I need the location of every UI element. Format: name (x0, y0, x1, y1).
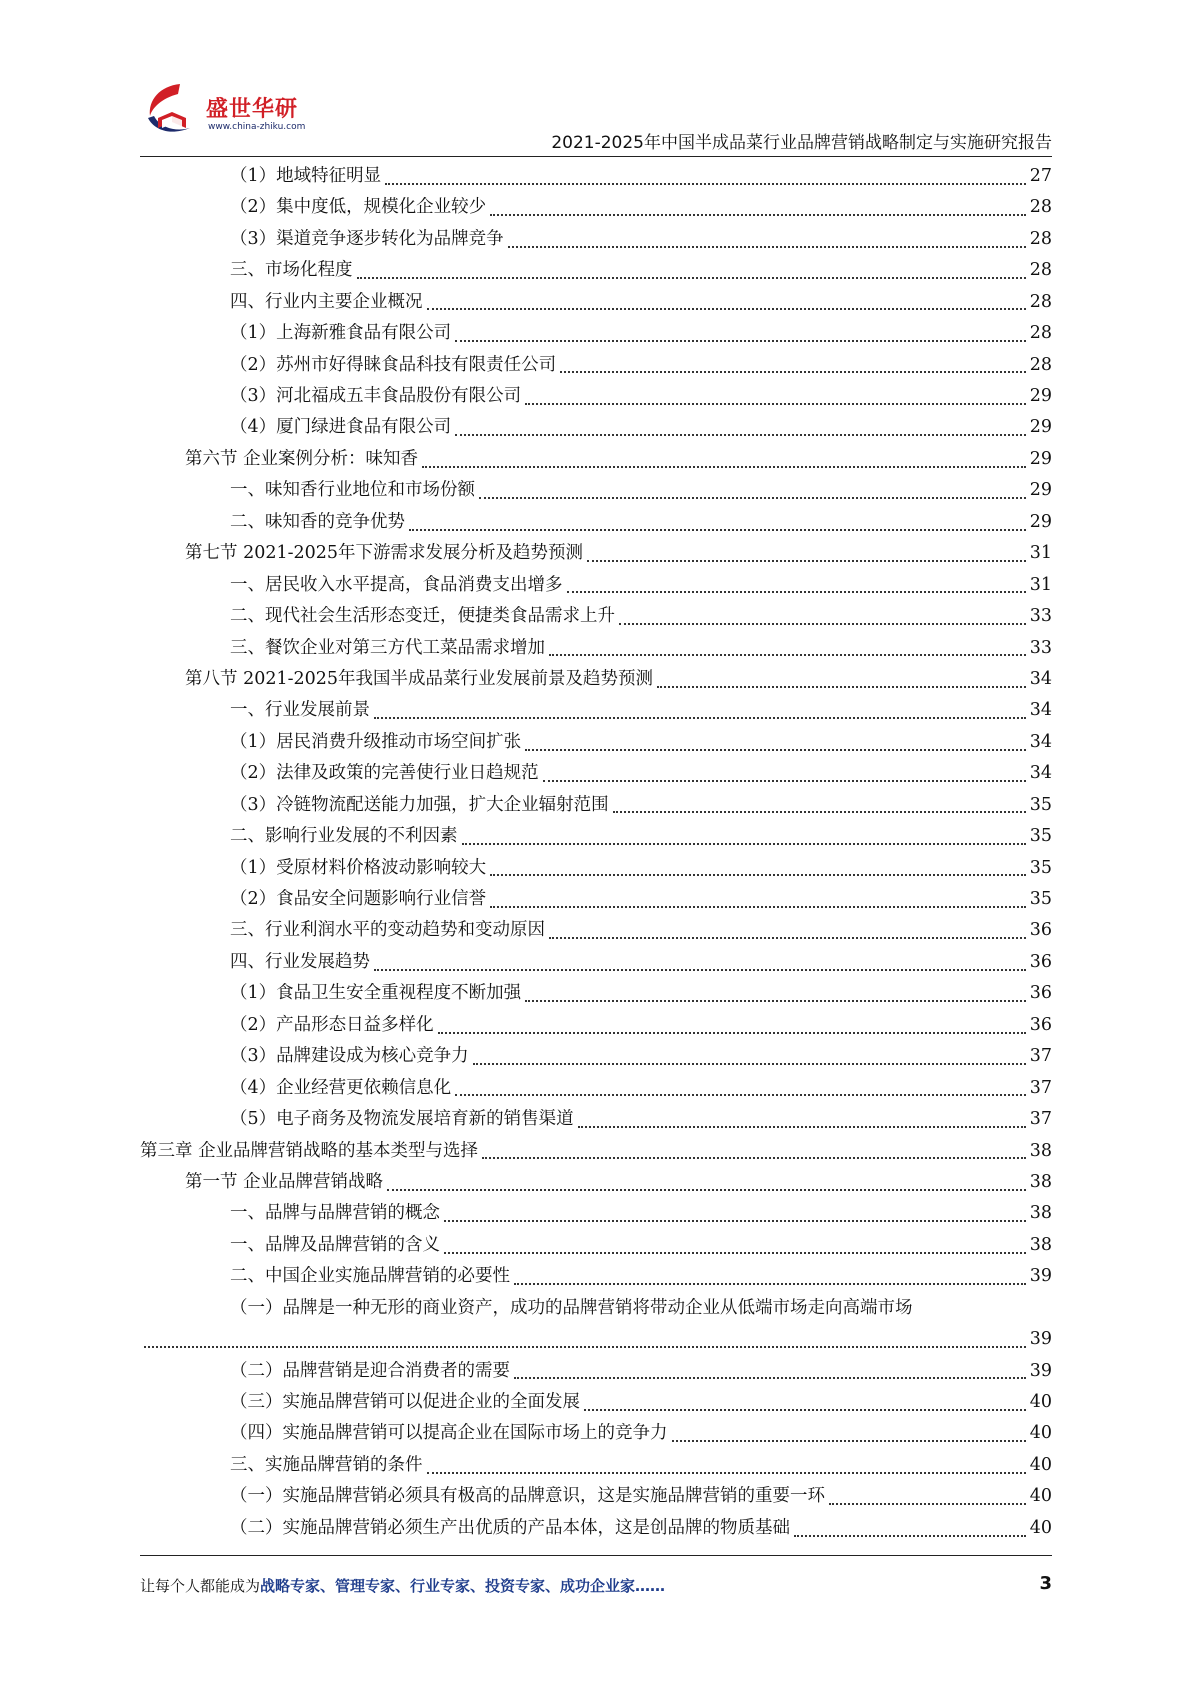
toc-entry[interactable] (140, 1104, 1052, 1135)
footer-slogan (140, 1575, 665, 1596)
toc-entry-title: （二）品牌营销是迎合消费者的需要 (230, 1360, 510, 1381)
toc-entry-page: 39 (1029, 1266, 1052, 1287)
toc-leader-dots (444, 1252, 1026, 1254)
toc-entry[interactable] (140, 475, 1052, 506)
toc-entry[interactable] (140, 1450, 1052, 1481)
toc-entry[interactable] (140, 318, 1052, 349)
toc-entry[interactable] (140, 381, 1052, 412)
toc-entry-page: 33 (1029, 637, 1052, 658)
toc-entry-page: 36 (1029, 951, 1052, 972)
toc-leader-dots (387, 1189, 1026, 1191)
toc-entry-title: （3）河北福成五丰食品股份有限公司 (230, 386, 522, 407)
toc-entry-title: （四）实施品牌营销可以提高企业在国际市场上的竞争力 (230, 1423, 668, 1444)
toc-entry[interactable] (140, 1387, 1052, 1418)
toc-leader-dots (549, 937, 1026, 939)
toc-leader-dots (578, 1126, 1026, 1128)
toc-entry-page: 29 (1029, 417, 1052, 438)
toc-leader-dots (560, 371, 1026, 373)
toc-entry-title: （1）食品卫生安全重视程度不断加强 (230, 983, 522, 1004)
toc-entry-page: 37 (1029, 1077, 1052, 1098)
toc-entry-title: 三、实施品牌营销的条件 (230, 1454, 423, 1475)
toc-entry-page: 29 (1029, 448, 1052, 469)
toc-leader-dots (427, 308, 1027, 310)
footer-divider (140, 1555, 1052, 1556)
toc-entry[interactable] (140, 1324, 1052, 1355)
toc-entry-title: （4）企业经营更依赖信息化 (230, 1077, 452, 1098)
toc-entry-title: （三）实施品牌营销可以促进企业的全面发展 (230, 1392, 580, 1413)
toc-entry[interactable] (140, 1073, 1052, 1104)
toc-entry-title: 第七节 2021-2025年下游需求发展分析及趋势预测 (185, 543, 584, 564)
toc-entry-title: （1）地域特征明显 (230, 165, 382, 186)
toc-entry-page: 35 (1029, 794, 1052, 815)
toc-entry-title: （一）品牌是一种无形的商业资产，成功的品牌营销将带动企业从低端市场走向高端市场 (230, 1297, 913, 1318)
toc-entry-page: 40 (1029, 1517, 1052, 1538)
toc-entry-page: 38 (1029, 1140, 1052, 1161)
document-title: 2021-2025年中国半成品菜行业品牌营销战略制定与实施研究报告 (551, 133, 1052, 153)
toc-entry[interactable] (140, 601, 1052, 632)
toc-leader-dots (385, 183, 1026, 185)
toc-entry[interactable] (140, 790, 1052, 821)
toc-leader-dots (613, 811, 1026, 813)
toc-entry-title: 一、味知香行业地位和市场份额 (230, 480, 475, 501)
toc-entry-page: 27 (1029, 165, 1052, 186)
toc-entry-page: 36 (1029, 920, 1052, 941)
toc-entry-title: 一、品牌与品牌营销的概念 (230, 1203, 440, 1224)
toc-entry[interactable] (140, 664, 1052, 695)
toc-entry-page: 34 (1029, 731, 1052, 752)
toc-entry[interactable] (140, 947, 1052, 978)
toc-entry-page: 37 (1029, 1109, 1052, 1130)
toc-entry-page: 36 (1029, 1014, 1052, 1035)
toc-entry[interactable] (140, 758, 1052, 789)
toc-entry[interactable] (140, 1261, 1052, 1292)
toc-entry[interactable] (140, 350, 1052, 381)
toc-entry-title: 四、行业发展趋势 (230, 951, 370, 972)
toc-entry[interactable] (140, 1167, 1052, 1198)
toc-entry-page: 40 (1029, 1392, 1052, 1413)
toc-leader-dots (490, 214, 1026, 216)
toc-leader-dots (479, 497, 1026, 499)
slogan-roles: 战略专家、管理专家、行业专家、投资专家、成功企业家…… (260, 1577, 666, 1595)
toc-entry-page: 38 (1029, 1234, 1052, 1255)
toc-entry-title: （3）冷链物流配送能力加强，扩大企业辐射范围 (230, 794, 609, 815)
toc-entry-title: 第八节 2021-2025年我国半成品菜行业发展前景及趋势预测 (185, 668, 654, 689)
toc-entry[interactable] (140, 978, 1052, 1009)
toc-entry-page: 34 (1029, 700, 1052, 721)
toc-entry[interactable] (140, 255, 1052, 286)
toc-entry[interactable] (140, 1419, 1052, 1450)
toc-leader-dots (794, 1535, 1026, 1537)
toc-leader-dots (525, 1000, 1026, 1002)
toc-entry-title: 三、市场化程度 (230, 260, 353, 281)
toc-entry-page: 31 (1029, 543, 1052, 564)
toc-entry-page: 37 (1029, 1046, 1052, 1067)
toc-entry-page: 38 (1029, 1171, 1052, 1192)
toc-entry[interactable] (140, 916, 1052, 947)
toc-entry[interactable] (140, 695, 1052, 726)
toc-entry[interactable] (140, 1293, 1052, 1324)
toc-entry-title: （2）苏州市好得睐食品科技有限责任公司 (230, 354, 557, 375)
toc-entry[interactable] (140, 1513, 1052, 1544)
toc-entry-title: 二、影响行业发展的不利因素 (230, 826, 458, 847)
company-logo (140, 78, 350, 144)
toc-leader-dots (422, 466, 1026, 468)
toc-leader-dots (357, 277, 1027, 279)
toc-leader-dots (514, 1283, 1026, 1285)
toc-leader-dots (455, 340, 1026, 342)
toc-entry[interactable] (140, 192, 1052, 223)
logo-name: 盛世华研 (206, 97, 299, 122)
toc-entry-page: 33 (1029, 606, 1052, 627)
toc-entry[interactable] (140, 538, 1052, 569)
toc-entry[interactable] (140, 1136, 1052, 1167)
toc-entry-title: 四、行业内主要企业概况 (230, 291, 423, 312)
toc-entry-title: 第六节 企业案例分析：味知香 (185, 448, 419, 469)
toc-leader-dots (587, 560, 1026, 562)
toc-entry-page: 39 (1029, 1329, 1052, 1350)
toc-entry-title: （二）实施品牌营销必须生产出优质的产品本体，这是创品牌的物质基础 (230, 1517, 790, 1538)
toc-entry-page: 29 (1029, 386, 1052, 407)
toc-entry-title: （3）品牌建设成为核心竞争力 (230, 1046, 469, 1067)
toc-leader-dots (473, 1063, 1026, 1065)
toc-entry[interactable] (140, 444, 1052, 475)
toc-entry-page: 39 (1029, 1360, 1052, 1381)
toc-leader-dots (490, 874, 1026, 876)
toc-entry[interactable] (140, 413, 1052, 444)
toc-leader-dots (374, 969, 1026, 971)
toc-entry-title: （1）受原材料价格波动影响较大 (230, 857, 487, 878)
page-number: 3 (1039, 1573, 1052, 1594)
page-header (140, 70, 1052, 153)
toc-entry-title: 第三章 企业品牌营销战略的基本类型与选择 (140, 1140, 479, 1161)
toc-entry-page: 40 (1029, 1486, 1052, 1507)
toc-leader-dots (549, 654, 1026, 656)
toc-entry-title: （4）厦门绿进食品有限公司 (230, 417, 452, 438)
toc-leader-dots (438, 1032, 1026, 1034)
toc-entry[interactable] (140, 853, 1052, 884)
toc-entry[interactable] (140, 161, 1052, 192)
toc-leader-dots (584, 1409, 1026, 1411)
toc-entry[interactable] (140, 633, 1052, 664)
toc-entry-title: 一、居民收入水平提高，食品消费支出增多 (230, 574, 563, 595)
toc-entry-page: 28 (1029, 291, 1052, 312)
toc-entry[interactable] (140, 1230, 1052, 1261)
toc-leader-dots (444, 1220, 1026, 1222)
toc-entry[interactable] (140, 570, 1052, 601)
toc-entry[interactable] (140, 287, 1052, 318)
toc-entry-page: 28 (1029, 228, 1052, 249)
toc-entry[interactable] (140, 1010, 1052, 1041)
toc-leader-dots (543, 780, 1026, 782)
toc-entry-page: 28 (1029, 197, 1052, 218)
toc-entry-page: 38 (1029, 1203, 1052, 1224)
toc-entry[interactable] (140, 1356, 1052, 1387)
logo-url: www.china-zhiku.com (208, 122, 306, 132)
toc-entry-title: （2）集中度低，规模化企业较少 (230, 197, 487, 218)
table-of-contents (140, 161, 1052, 1544)
toc-entry[interactable] (140, 884, 1052, 915)
toc-leader-dots (508, 246, 1026, 248)
page-footer (140, 1575, 1052, 1605)
toc-entry-page: 29 (1029, 511, 1052, 532)
toc-leader-dots (829, 1503, 1026, 1505)
toc-entry-page: 28 (1029, 323, 1052, 344)
toc-entry-title: （1）居民消费升级推动市场空间扩张 (230, 731, 522, 752)
toc-entry-title: （1）上海新雅食品有限公司 (230, 323, 452, 344)
toc-entry[interactable] (140, 727, 1052, 758)
toc-entry-page: 28 (1029, 260, 1052, 281)
toc-leader-dots (374, 717, 1026, 719)
toc-leader-dots (462, 843, 1027, 845)
toc-entry-title: （2）食品安全问题影响行业信誉 (230, 889, 487, 910)
toc-entry[interactable] (140, 507, 1052, 538)
toc-entry-title: （2）产品形态日益多样化 (230, 1014, 434, 1035)
toc-entry-title: （3）渠道竞争逐步转化为品牌竞争 (230, 228, 504, 249)
toc-leader-dots (657, 686, 1026, 688)
toc-entry-title: 一、品牌及品牌营销的含义 (230, 1234, 440, 1255)
toc-entry-title: 二、现代社会生活形态变迁，便捷类食品需求上升 (230, 606, 615, 627)
logo-emblem-icon (140, 78, 206, 144)
toc-entry[interactable] (140, 1041, 1052, 1072)
toc-leader-dots (514, 1377, 1026, 1379)
toc-leader-dots (619, 623, 1026, 625)
toc-entry[interactable] (140, 224, 1052, 255)
toc-leader-dots (567, 591, 1027, 593)
slogan-prefix: 让每个人都能成为 (140, 1577, 261, 1595)
toc-entry[interactable] (140, 1481, 1052, 1512)
toc-entry-title: 第一节 企业品牌营销战略 (185, 1171, 384, 1192)
toc-entry-title: （5）电子商务及物流发展培育新的销售渠道 (230, 1109, 574, 1130)
toc-leader-dots (490, 906, 1026, 908)
toc-entry-page: 35 (1029, 857, 1052, 878)
toc-entry-page: 28 (1029, 354, 1052, 375)
toc-entry-page: 36 (1029, 983, 1052, 1004)
toc-leader-dots (427, 1472, 1027, 1474)
toc-entry-title: 一、行业发展前景 (230, 700, 370, 721)
toc-entry-page: 31 (1029, 574, 1052, 595)
toc-entry-title: 三、餐饮企业对第三方代工菜品需求增加 (230, 637, 545, 658)
toc-leader-dots (409, 529, 1026, 531)
toc-entry-title: 二、中国企业实施品牌营销的必要性 (230, 1266, 510, 1287)
toc-entry[interactable] (140, 821, 1052, 852)
header-divider (140, 156, 1052, 157)
toc-leader-dots (455, 434, 1026, 436)
toc-entry-title: 三、行业利润水平的变动趋势和变动原因 (230, 920, 545, 941)
toc-entry-page: 29 (1029, 480, 1052, 501)
toc-entry-page: 34 (1029, 763, 1052, 784)
toc-leader-dots (525, 403, 1026, 405)
toc-entry-title: （2）法律及政策的完善使行业日趋规范 (230, 763, 539, 784)
toc-leader-dots (482, 1157, 1026, 1159)
toc-leader-dots (455, 1094, 1026, 1096)
toc-leader-dots (144, 1346, 1026, 1348)
toc-leader-dots (672, 1440, 1027, 1442)
toc-entry-page: 40 (1029, 1423, 1052, 1444)
toc-entry-page: 35 (1029, 889, 1052, 910)
toc-entry-title: 二、味知香的竞争优势 (230, 511, 405, 532)
toc-entry[interactable] (140, 1198, 1052, 1229)
toc-entry-page: 34 (1029, 668, 1052, 689)
toc-entry-title: （一）实施品牌营销必须具有极高的品牌意识，这是实施品牌营销的重要一环 (230, 1486, 825, 1507)
toc-entry-page: 35 (1029, 826, 1052, 847)
toc-leader-dots (525, 749, 1026, 751)
toc-entry-page: 40 (1029, 1454, 1052, 1475)
